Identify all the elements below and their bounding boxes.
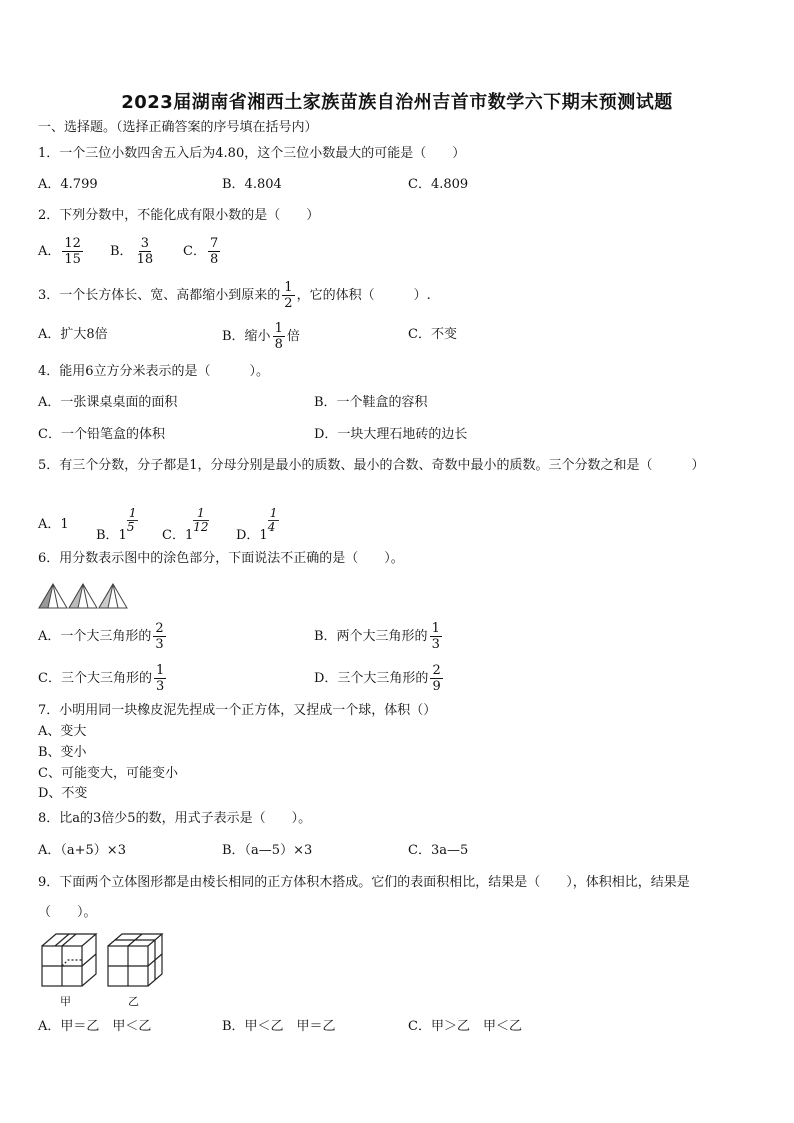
q5-option-b[interactable]: B．1 $\frac{1}{5}$: [96, 506, 137, 543]
q9-option-c[interactable]: C．甲＞乙 甲＜乙: [408, 1019, 522, 1034]
q1-option-a[interactable]: A．4.799: [38, 177, 98, 192]
figure-yi: [108, 934, 162, 986]
q9-option-b[interactable]: B．甲＜乙 甲＝乙: [222, 1019, 336, 1034]
q6-b-fraction: $\frac{1}{3}$: [431, 621, 440, 652]
q3-option-b[interactable]: B．缩小 $\frac{1}{8}$ 倍: [222, 321, 300, 352]
question-2: 2．下列分数中，不能化成有限小数的是（ ）: [38, 208, 320, 223]
q6-option-d[interactable]: D．三个大三角形的 $\frac{2}{9}$: [314, 663, 441, 694]
q6-option-a[interactable]: A．一个大三角形的 $\frac{2}{3}$: [38, 621, 164, 652]
question-7: 7．小明用同一块橡皮泥先捏成一个正方体，又捏成一个球，体积（）: [38, 703, 437, 718]
q2-c-fraction: $\frac{7}{8}$: [209, 236, 219, 267]
q5-b-fraction: $\frac{1}{5}$: [126, 506, 137, 534]
q7-option-d[interactable]: D、不变: [38, 786, 88, 801]
q7-option-a[interactable]: A、变大: [38, 724, 87, 739]
question-9: 9．下面两个立体图形都是由棱长相同的正方体积木搭成。它们的表面积相比，结果是（ ），体积相比，结果是: [38, 875, 690, 890]
q2-c-label: C．: [183, 244, 206, 259]
q5-option-a[interactable]: A．1: [38, 517, 69, 532]
q2-a-label: A．: [38, 244, 61, 259]
triangle-3: [99, 584, 127, 608]
q6-a-fraction: $\frac{2}{3}$: [155, 621, 164, 652]
q2-b-label: B．: [110, 244, 133, 259]
q3-option-a[interactable]: A．扩大8倍: [38, 327, 108, 342]
question-3: 3．一个长方体长、宽、高都缩小到原来的 $\frac{1}{2}$ ，它的体积（ ）.: [38, 280, 431, 311]
q2-b-fraction: $\frac{3}{18}$: [136, 236, 154, 267]
q4-option-b[interactable]: B．一个鞋盒的容积: [314, 395, 428, 410]
q8-option-c[interactable]: C．3a—5: [408, 843, 469, 858]
label-yi: 乙: [128, 995, 139, 1008]
q9-option-a[interactable]: A．甲＝乙 甲＜乙: [38, 1019, 152, 1034]
q3-option-c[interactable]: C．不变: [408, 327, 457, 342]
question-5: 5．有三个分数，分子都是1，分母分别是最小的质数、最小的合数、奇数中最小的质数。三个分数之和是（ ）: [38, 458, 705, 473]
question-9-cont: （ ）。: [38, 905, 97, 920]
section-heading: 一、选择题。（选择正确答案的序号填在括号内）: [38, 120, 318, 135]
q9-cubes-figure: [38, 930, 168, 1010]
q6-option-b[interactable]: B．两个大三角形的 $\frac{1}{3}$: [314, 621, 440, 652]
q8-option-a[interactable]: A．（a+5）×3: [38, 843, 126, 858]
page-title: 2023届湖南省湘西土家族苗族自治州吉首市数学六下期末预测试题: [121, 92, 673, 113]
q3-fraction: $\frac{1}{2}$: [284, 280, 293, 311]
question-4: 4．能用6立方分米表示的是（ ）。: [38, 364, 270, 379]
q5-option-d[interactable]: D．1 $\frac{1}{4}$: [236, 506, 278, 543]
q8-option-b[interactable]: B．（a—5）×3: [222, 843, 313, 858]
q6-d-fraction: $\frac{2}{9}$: [432, 663, 441, 694]
q3-b-fraction: $\frac{1}{8}$: [274, 321, 283, 352]
q5-option-c[interactable]: C．1 $\frac{1}{12}$: [162, 506, 209, 543]
q6-triangles-figure: [38, 582, 130, 610]
question-6: 6．用分数表示图中的涂色部分，下面说法不正确的是（ ）。: [38, 551, 404, 566]
q4-option-c[interactable]: C．一个铅笔盒的体积: [38, 427, 165, 442]
q7-option-b[interactable]: B、变小: [38, 745, 87, 760]
q2-option-c[interactable]: [183, 236, 222, 267]
figure-jia: [42, 934, 96, 986]
q2-a-fraction: $\frac{12}{15}$: [64, 236, 81, 267]
q7-option-c[interactable]: C、可能变大，可能变小: [38, 766, 178, 781]
triangle-1: [39, 584, 67, 608]
q2-option-a[interactable]: [38, 236, 85, 267]
label-jia: 甲: [60, 995, 71, 1008]
q5-d-fraction: $\frac{1}{4}$: [267, 506, 278, 534]
question-1: 1．一个三位小数四舍五入后为4.80，这个三位小数最大的可能是（ ）: [38, 146, 466, 161]
triangle-2: [69, 584, 97, 608]
q6-option-c[interactable]: C．三个大三角形的 $\frac{1}{3}$: [38, 663, 165, 694]
q5-c-fraction: $\frac{1}{12}$: [193, 506, 209, 534]
q2-option-b[interactable]: [110, 236, 157, 267]
q1-option-c[interactable]: C．4.809: [408, 177, 469, 192]
q6-c-fraction: $\frac{1}{3}$: [155, 663, 165, 694]
q4-option-a[interactable]: A．一张课桌桌面的面积: [38, 395, 178, 410]
q1-option-b[interactable]: B．4.804: [222, 177, 282, 192]
q4-option-d[interactable]: D．一块大理石地砖的边长: [314, 427, 468, 442]
question-8: 8．比a的3倍少5的数，用式子表示是（ ）。: [38, 811, 312, 826]
